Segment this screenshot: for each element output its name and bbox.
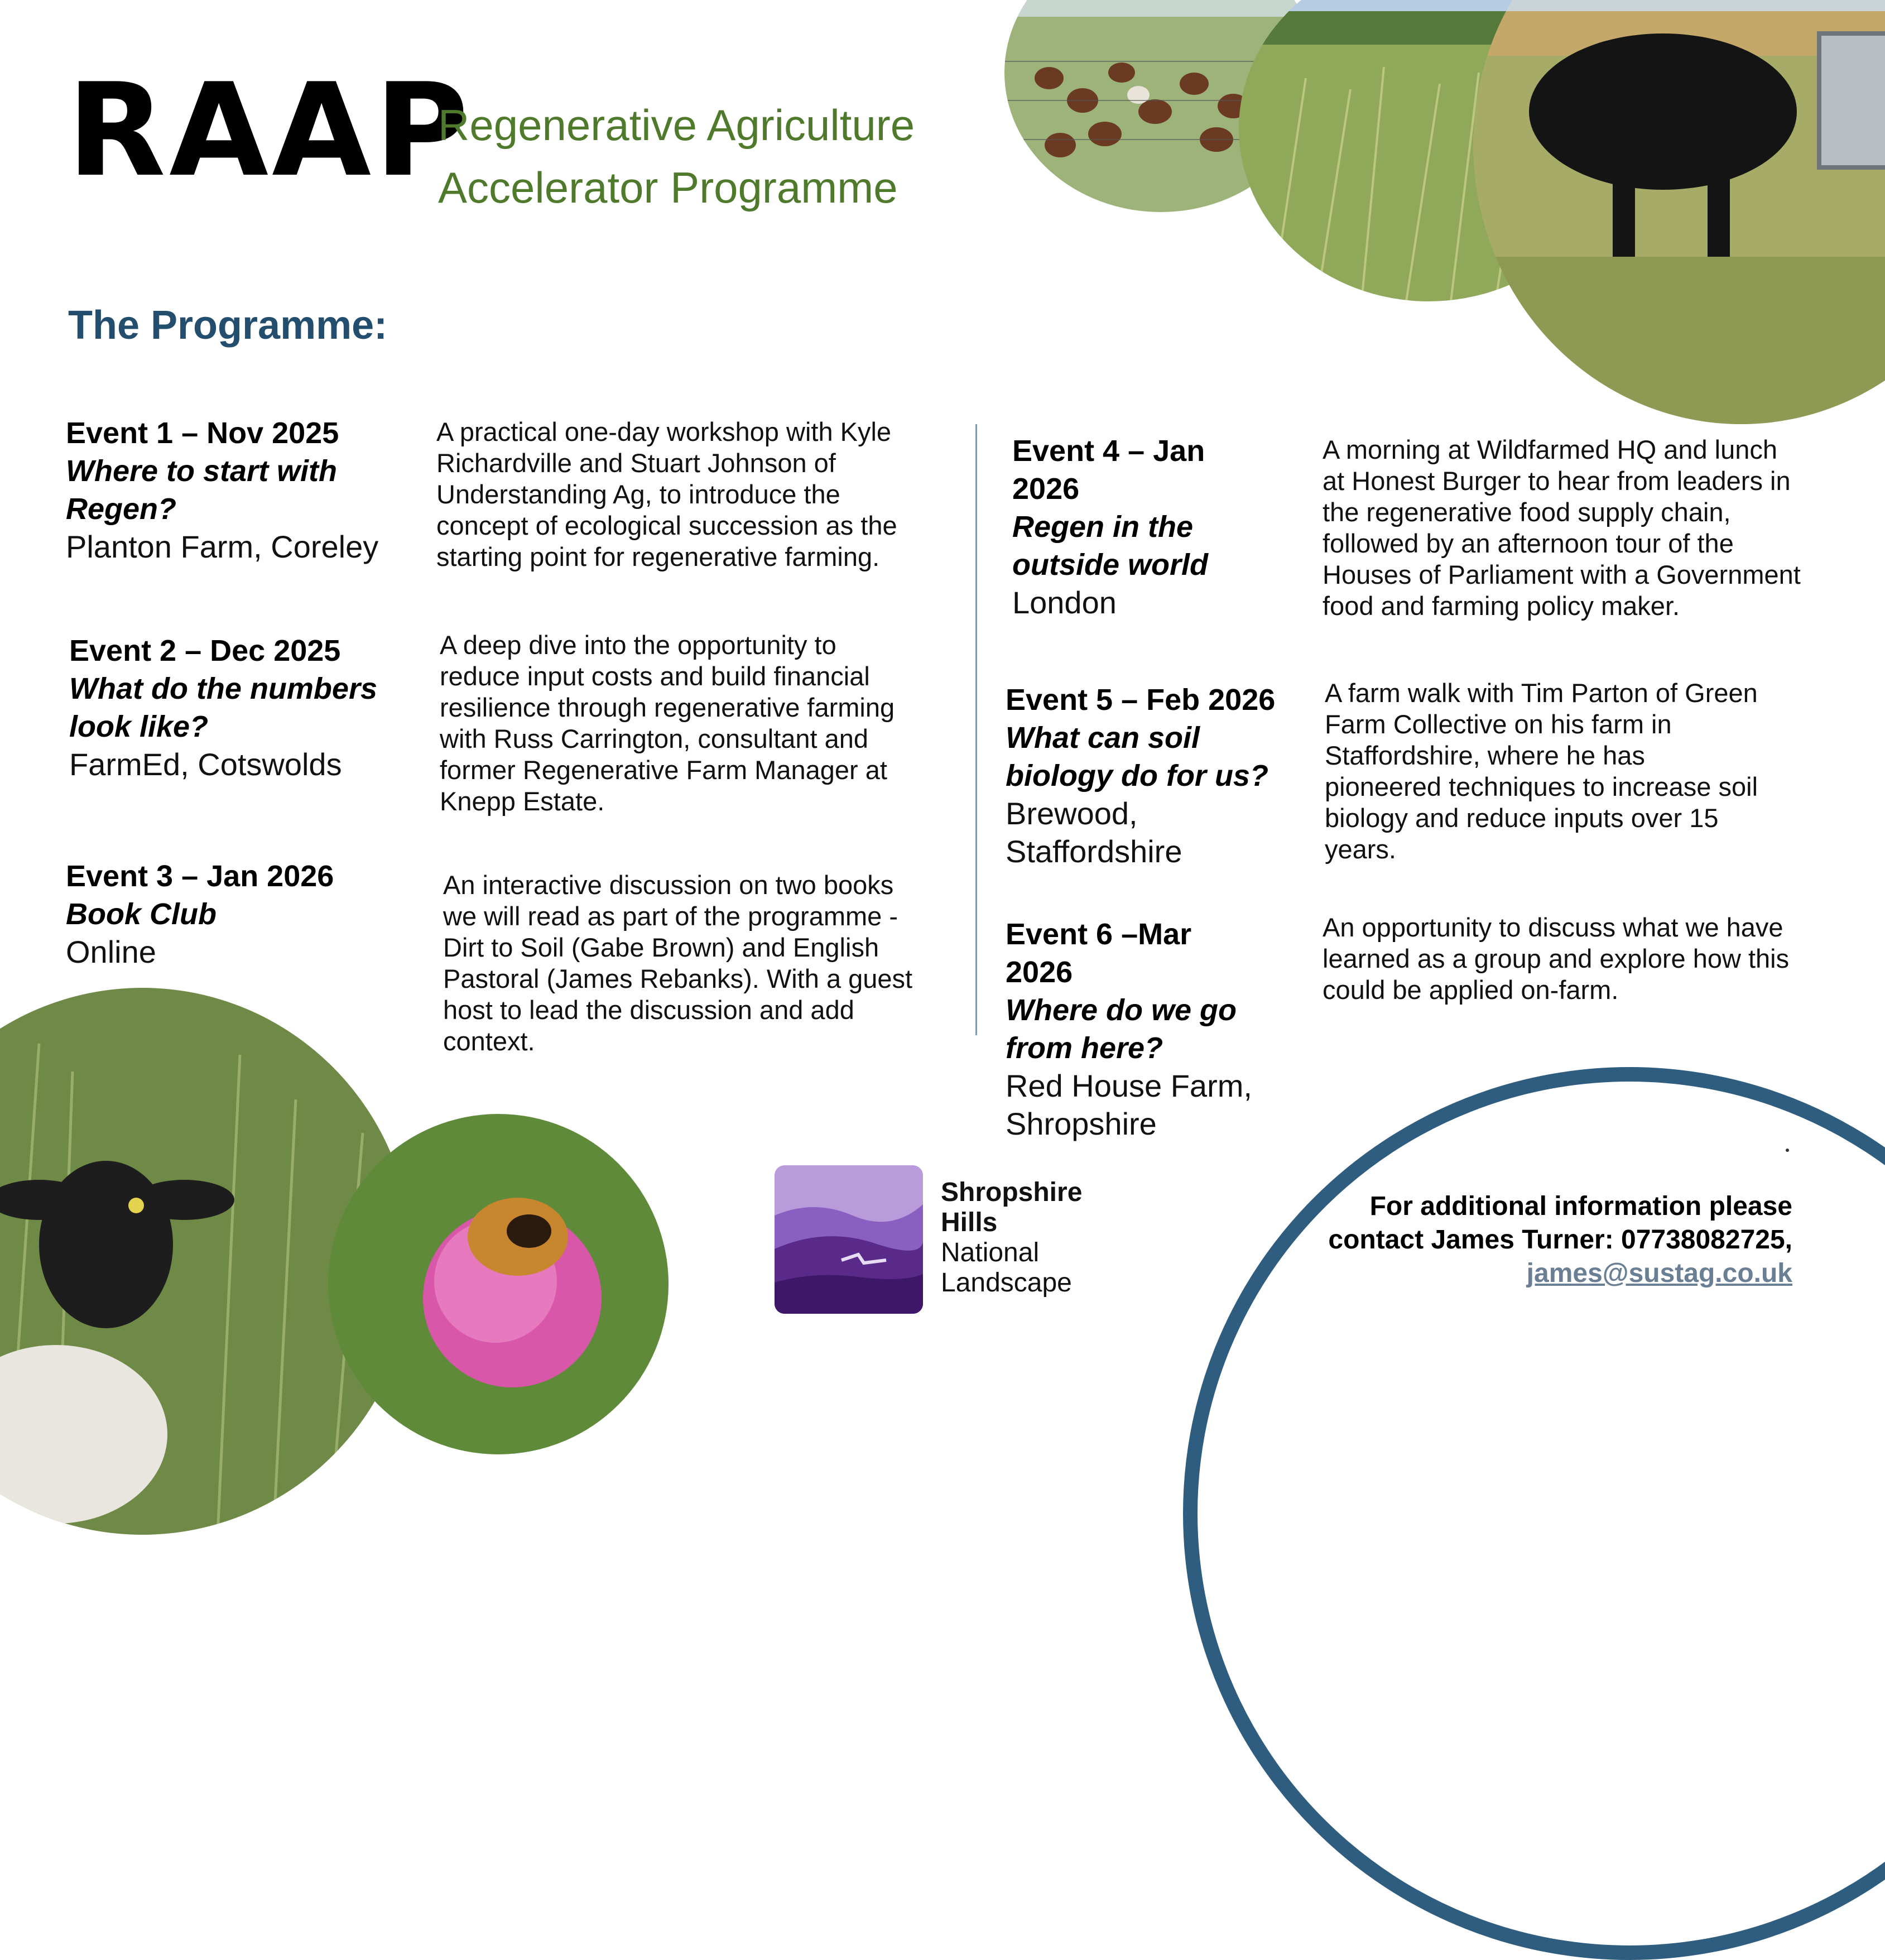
subtitle-line-1: Regenerative Agriculture xyxy=(438,100,915,150)
contact-line: contact James Turner: 07738082725, xyxy=(1328,1225,1792,1255)
event-1-location: Planton Farm, Coreley xyxy=(66,529,379,564)
description-line: could be applied on-farm. xyxy=(1323,975,1619,1005)
description-line: Knepp Estate. xyxy=(440,786,605,816)
event-4-title-line: outside world xyxy=(1012,548,1208,582)
event-4-location: London xyxy=(1012,585,1117,620)
description-line: followed by an afternoon tour of the xyxy=(1323,529,1734,558)
event-3-location: Online xyxy=(66,934,156,969)
event-2-title-line: look like? xyxy=(69,710,209,743)
partner-line: National xyxy=(941,1238,1040,1267)
event-4-heading-line: 2026 xyxy=(1012,472,1080,506)
event-3-heading: Event 3 – Jan 2026 xyxy=(66,859,334,893)
contact-info xyxy=(1328,1190,1792,1290)
event-2-title-line: What do the numbers xyxy=(69,672,377,705)
event-4-title-line: Regen in the xyxy=(1012,510,1194,544)
partner-line: Shropshire xyxy=(941,1178,1083,1207)
event-3 xyxy=(66,857,412,971)
event-6-heading-line: Event 6 –Mar xyxy=(1006,917,1192,951)
event-2-description xyxy=(440,630,953,817)
description-line: A practical one-day workshop with Kyle xyxy=(436,417,892,446)
description-line: An opportunity to discuss what we have xyxy=(1323,912,1783,942)
event-4 xyxy=(1012,432,1314,622)
description-line: context. xyxy=(443,1026,535,1056)
event-6-heading-line: 2026 xyxy=(1006,955,1073,989)
bee-on-clover-photo xyxy=(328,1114,669,1454)
description-line: years. xyxy=(1325,834,1396,864)
event-1 xyxy=(66,414,412,566)
description-line: Houses of Parliament with a Government xyxy=(1323,560,1801,589)
description-line: at Honest Burger to hear from leaders in xyxy=(1323,466,1791,496)
event-6-title-line: from here? xyxy=(1006,1031,1163,1065)
description-line: former Regenerative Farm Manager at xyxy=(440,755,887,785)
event-1-description xyxy=(436,416,950,573)
event-6-location-line: Shropshire xyxy=(1006,1106,1157,1141)
event-5-heading: Event 5 – Feb 2026 xyxy=(1006,683,1276,717)
cattle-photo xyxy=(1473,0,1885,424)
description-line: biology and reduce inputs over 15 xyxy=(1325,803,1719,833)
programme-subtitle xyxy=(438,94,915,219)
description-line: starting point for regenerative farming. xyxy=(436,542,880,571)
subtitle-line-2: Accelerator Programme xyxy=(438,163,898,212)
event-1-title-line: Where to start with xyxy=(66,454,338,488)
event-1-title-line: Regen? xyxy=(66,492,177,526)
description-line: Dirt to Soil (Gabe Brown) and English xyxy=(443,933,879,962)
partner-line: Hills xyxy=(941,1208,998,1237)
description-line: Richardville and Stuart Johnson of xyxy=(436,448,836,478)
partner-name xyxy=(941,1178,1082,1298)
description-line: An interactive discussion on two books xyxy=(443,870,894,900)
description-line: Understanding Ag, to introduce the xyxy=(436,479,840,509)
event-5-description xyxy=(1325,678,1849,865)
event-3-title-line: Book Club xyxy=(66,897,217,931)
event-5 xyxy=(1006,681,1318,871)
section-title: The Programme: xyxy=(68,303,388,348)
contact-email-link[interactable]: james@sustag.co.uk xyxy=(1526,1258,1792,1288)
event-2-heading: Event 2 – Dec 2025 xyxy=(69,634,341,667)
event-1-heading: Event 1 – Nov 2025 xyxy=(66,416,339,450)
description-line: A morning at Wildfarmed HQ and lunch xyxy=(1323,435,1778,464)
event-5-location-line: Staffordshire xyxy=(1006,834,1182,869)
event-4-heading-line: Event 4 – Jan xyxy=(1012,434,1205,468)
event-3-description xyxy=(443,869,956,1057)
description-line: host to lead the discussion and add xyxy=(443,995,854,1025)
description-line: Pastoral (James Rebanks). With a guest xyxy=(443,964,913,993)
event-6 xyxy=(1006,915,1318,1143)
description-line: resilience through regenerative farming xyxy=(440,693,895,722)
decorative-dot xyxy=(1786,1149,1789,1152)
description-line: the regenerative food supply chain, xyxy=(1323,497,1731,527)
partner-line: Landscape xyxy=(941,1268,1072,1298)
event-6-title-line: Where do we go xyxy=(1006,993,1237,1027)
description-line: A farm walk with Tim Parton of Green xyxy=(1325,678,1758,708)
event-6-location-line: Red House Farm, xyxy=(1006,1068,1252,1103)
event-6-description xyxy=(1323,912,1847,1006)
description-line: A deep dive into the opportunity to xyxy=(440,630,836,660)
description-line: we will read as part of the programme - xyxy=(443,901,898,931)
column-divider xyxy=(975,424,977,1035)
raap-logo xyxy=(67,56,472,205)
event-4-description xyxy=(1323,434,1847,622)
description-line: learned as a group and explore how this xyxy=(1323,944,1790,973)
shropshire-hills-logo xyxy=(775,1165,923,1314)
description-line: Staffordshire, where he has xyxy=(1325,741,1645,770)
event-5-title-line: What can soil xyxy=(1006,721,1200,755)
event-2 xyxy=(69,632,415,784)
event-5-title-line: biology do for us? xyxy=(1006,759,1268,792)
contact-line: For additional information please xyxy=(1369,1192,1792,1221)
event-5-location-line: Brewood, xyxy=(1006,796,1138,831)
description-line: food and farming policy maker. xyxy=(1323,591,1680,621)
description-line: reduce input costs and build financial xyxy=(440,661,870,691)
description-line: concept of ecological succession as the xyxy=(436,511,897,540)
description-line: pioneered techniques to increase soil xyxy=(1325,772,1758,801)
event-2-location: FarmEd, Cotswolds xyxy=(69,747,342,782)
description-line: Farm Collective on his farm in xyxy=(1325,709,1672,739)
logo-text: RAAP xyxy=(67,56,472,205)
description-line: with Russ Carrington, consultant and xyxy=(440,724,869,753)
